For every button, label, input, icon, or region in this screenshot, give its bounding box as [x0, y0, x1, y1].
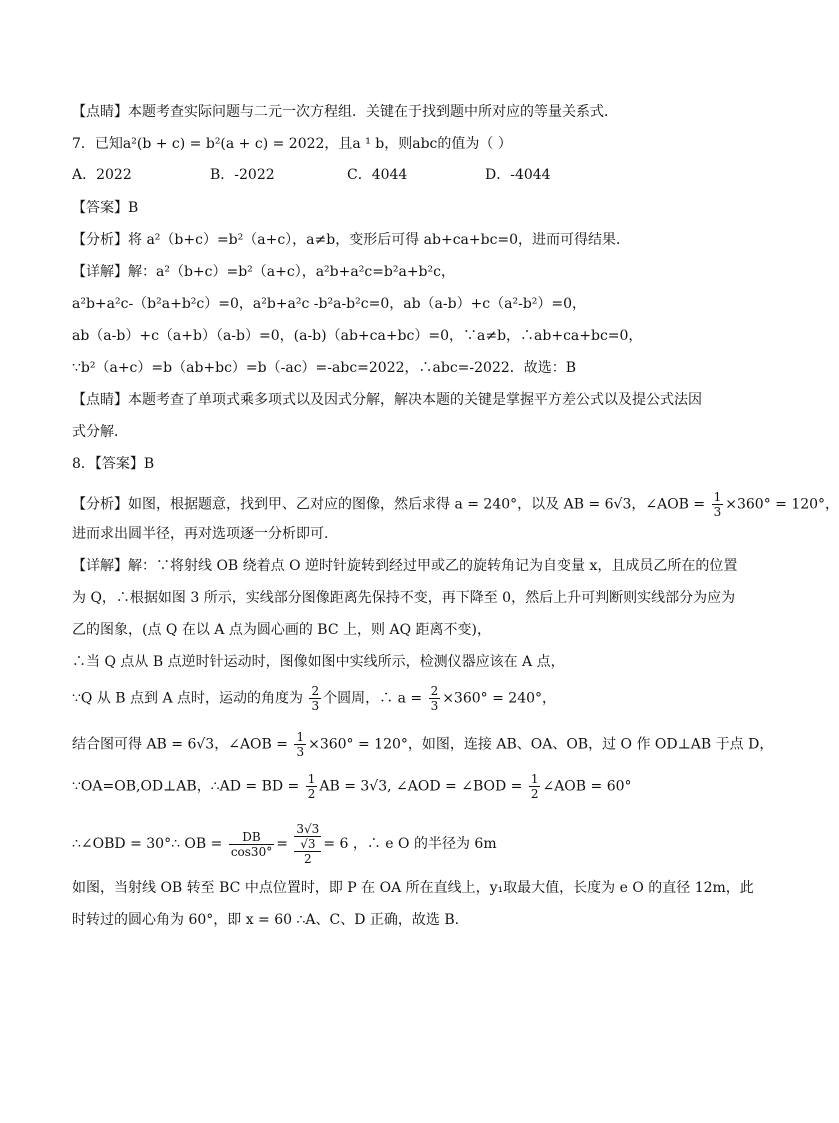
detail-8-line-8-tail: = 6 ，∴ e O 的半径为 6m [323, 836, 497, 852]
detail-8-line-6 [72, 730, 774, 759]
detail-8-line-6-text: 结合图可得 AB = 6√3，∠AOB = [72, 736, 293, 753]
option-c: C．4044 [347, 167, 408, 183]
detail-8-line-10: 时转过的圆心角为 60°，即 x = 60 ∴A、C、D 正确，故选 B. [72, 912, 460, 928]
analysis-8-tail: ×360° = 120°， [725, 496, 839, 513]
detail-7-line-4: ∵b²（a+c）=b（ab+bc）=b（-ac）=-abc=2022，∴abc=-2022．故选：B [72, 360, 577, 376]
question-7: 7．已知a²(b + c) = b²(a + c) = 2022，且a ¹ b，则abc的值为（ ） [72, 136, 512, 152]
detail-7-line-3: ab（a-b）+c（a+b）（a-b）=0，(a-b)（ab+ca+bc）=0，∵a≠b，∴ab+ca+bc=0， [72, 328, 643, 344]
answer-7: 【答案】B [72, 200, 139, 216]
analysis-8-text: 【分析】如图，根据题意，找到甲、乙对应的图像，然后求得 a = 240°，以及 AB = 6√3，∠AOB = [72, 496, 710, 513]
detail-8-line-5-mid: 个圆周，∴ a = [323, 690, 427, 707]
comment-7-line-1: 【点睛】本题考查了单项式乘多项式以及因式分解，解决本题的关键是掌握平方差公式以及提公式法因 [72, 392, 702, 408]
detail-8-line-6-tail: ×360° = 120°，如图，连接 AB、OA、OB，过 O 作 OD⊥AB 于点 D， [308, 736, 774, 753]
detail-8-line-1: 【详解】解：∵将射线 OB 绕着点 O 逆时针旋转到经过甲或乙的旋转角记为自变量 x，且成员乙所在的位置 [72, 558, 738, 574]
detail-7-line-1: 【详解】解：a²（b+c）=b²（a+c），a²b+a²c=b²a+b²c， [72, 264, 455, 280]
detail-8-line-8 [72, 822, 734, 866]
detail-8-line-7 [72, 772, 734, 801]
comment-7-line-2: 式分解． [72, 424, 128, 440]
fraction-db-cos30: $\frac{DB}{\cos 30^\circ}$ [230, 829, 273, 859]
fraction-one-third-b: $\frac{1}{3}$ [296, 730, 305, 759]
fraction-two-thirds-b: $\frac{2}{3}$ [430, 684, 439, 713]
detail-8-line-4: ∴当 Q 点从 B 点逆时针运动时，图像如图中实线所示，检测仪器应该在 A 点， [72, 654, 565, 670]
detail-8-line-9: 如图，当射线 OB 转至 BC 中点位置时，即 P 在 OA 所在直线上，y₁取最大值，长度为 e O 的直径 12m，此 [72, 880, 754, 896]
text-line-1: 【点睛】本题考查实际问题与二元一次方程组．关键在于找到题中所对应的等量关系式． [72, 104, 618, 120]
detail-8-line-5 [72, 684, 734, 713]
detail-8-line-8-eq: = [276, 836, 293, 852]
analysis-8-line-1 [72, 490, 839, 519]
fraction-one-third: $\frac{1}{3}$ [713, 490, 722, 519]
fraction-one-half-b: $\frac{1}{2}$ [530, 772, 539, 801]
analysis-7: 【分析】将 a²（b+c）=b²（a+c），a≠b，变形后可得 ab+ca+bc=0，进而可得结果． [72, 232, 631, 248]
option-a: A．2022 [72, 167, 132, 183]
detail-8-line-5-end: ×360° = 240°， [442, 690, 557, 707]
detail-8-line-8-text: ∴∠OBD = 30°∴ OB = [72, 836, 227, 852]
detail-8-line-3: 乙的图象，(点 Q 在以 A 点为圆心画的 BC 上，则 AQ 距离不变)， [72, 622, 491, 638]
option-b: B．-2022 [210, 167, 275, 183]
detail-7-line-2: a²b+a²c-（b²a+b²c）=0，a²b+a²c -b²a-b²c=0，ab（a-b）+c（a²-b²）=0， [72, 296, 587, 312]
detail-8-line-7-mid: AB = 3√3, ∠AOD = ∠BOD = [319, 778, 527, 795]
detail-8-line-7-text: ∵OA=OB,OD⊥AB，∴AD = BD = [72, 778, 304, 795]
option-d: D．-4044 [485, 167, 551, 183]
fraction-one-half: $\frac{1}{2}$ [307, 772, 316, 801]
detail-8-line-7-end: ∠AOB = 60° [542, 778, 632, 795]
fraction-compound: 3√3 √3 2 [296, 822, 320, 866]
answer-8: 8．【答案】B [72, 456, 155, 472]
fraction-two-thirds: $\frac{2}{3}$ [311, 684, 320, 713]
detail-8-line-5-text: ∵Q 从 B 点到 A 点时，运动的角度为 [72, 690, 308, 707]
analysis-8-line-2: 进而求出圆半径，再对选项逐一分析即可. [72, 526, 329, 542]
detail-8-line-2: 为 Q，∴根据如图 3 所示，实线部分图像距离先保持不变，再下降至 0，然后上升可判断则实线部分为应为 [72, 590, 736, 606]
